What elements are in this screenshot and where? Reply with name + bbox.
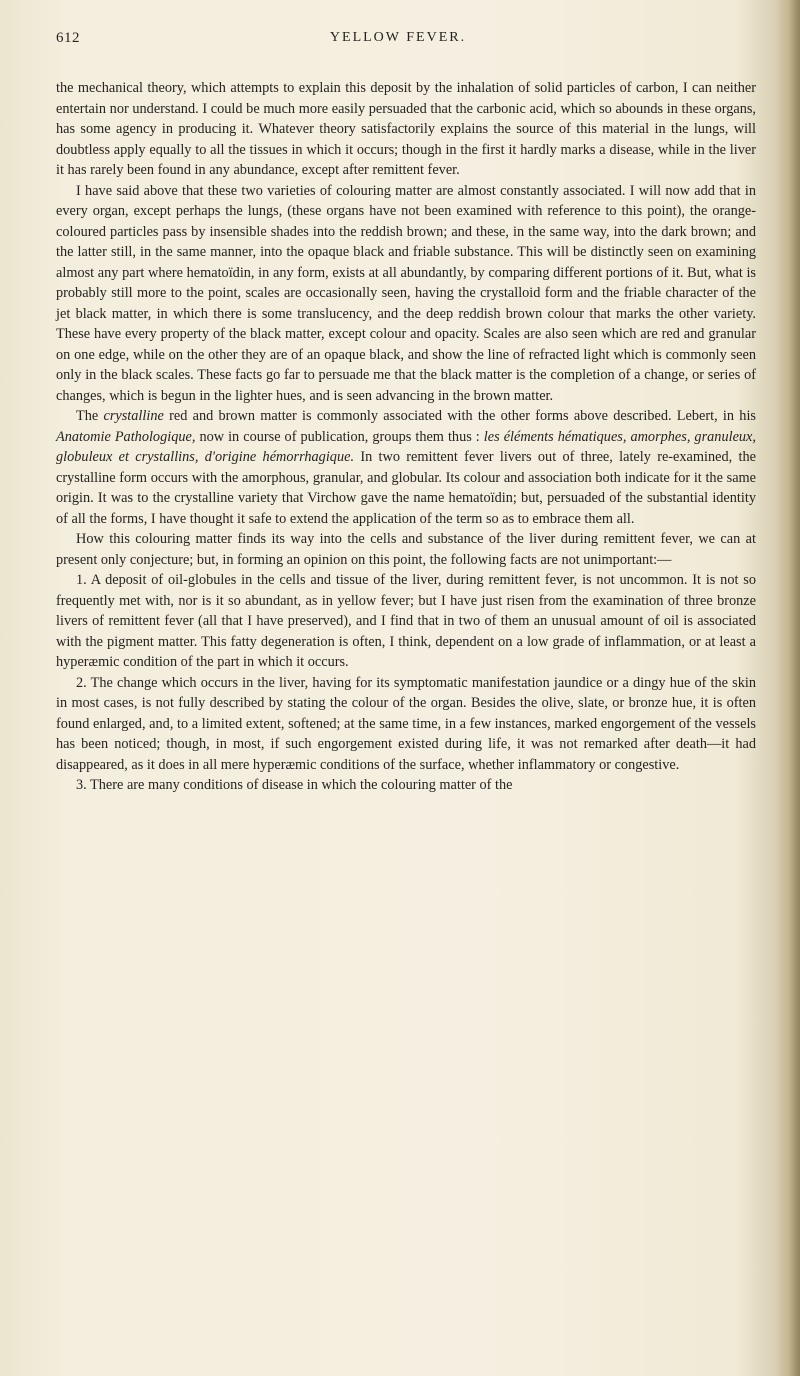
body-text <box>56 78 756 796</box>
page-edge-shadow <box>778 0 800 1376</box>
numbered-item-2: 2. The change which occurs in the liver, having for its symptomatic manifestation jaundice or a dingy hue of the skin in most cases, is not fully described by stating the colour of the organ. Besides the olive, slate, or bronze hue, it is often found enlarged, and, to a limited extent, softened; at the same time, in a few instances, marked engorgement of the vessels has been noticed; though, in most, if such engorgement existed during life, it was not remarked after death—it had disappeared, as it does in all mere hyperæmic conditions of the surface, whether inflammatory or congestive. <box>56 674 756 773</box>
page-header <box>56 22 740 52</box>
running-head: YELLOW FEVER. <box>329 30 467 45</box>
term-crystalline: crystalline <box>103 408 164 424</box>
paragraph-mechanical-theory: the mechanical theory, which attempts to explain this deposit by the inhalation of solid particles of carbon, I can neither entertain nor understand. I could be much more easily persuaded that the carbonic acid, which so abounds in these organs, has some agency in producing it. Whatever theory satisfactorily explains the source of this material in the lungs, will doubtless apply equally to all the tissues in which it occurs; though in the first it hardly marks a disease, while in the liver it has rarely been found in any abundance, except after remittent fever. <box>56 80 756 178</box>
numbered-item-1: 1. A deposit of oil-globules in the cells and tissue of the liver, during remittent fever, is not uncommon. It is not so frequently met with, nor is it so abundant, as in yellow fever; but I have just risen from the examination of three bronze livers of remittent fever (all that I have preserved), and I find that in two of them an unusual amount of oil is associated with the pigment matter. This fatty degeneration is often, I think, dependent on a low grade of inflammation, or at least a hyperæmic condition of the part in which it occurs. <box>56 572 756 670</box>
paragraph-crystalline: The crystalline red and brown matter is commonly associated with the other forms above described. Lebert, in his Anatomie Pathologique, now in course of publication, groups them thus : les éléments hématiques, amorphes, granuleux, globuleux et crystallins, d'origine hémorrhagique. In two remittent fever livers out of three, lately re-examined, the crystalline form occurs with the amorphous, granular, and globular. Its colour and association both indicate for it the same origin. It was to the crystalline variety that Virchow gave the name hematoïdin; but, persuaded of the substantial identity of all the forms, I have thought it safe to extend the application of the term so as to embrace them all. <box>56 408 756 527</box>
book-title: Anatomie Pathologique, <box>56 428 196 445</box>
french-terms: les éléments hématiques, amorphes, granuleux, globuleux et crystallins, d'origine hémorrhagique. <box>56 428 756 465</box>
numbered-item-3: 3. There are many conditions of disease in which the colouring matter of the <box>76 777 513 793</box>
paragraph-colouring-matter: I have said above that these two varieties of colouring matter are almost constantly associated. I will now add that in every organ, except perhaps the lungs, (these organs have not been examined with reference to this point), the orange-coloured particles pass by insensible shades into the reddish brown; and these, in the same way, into the dark brown; and the latter still, in the same manner, into the opaque black and friable substance. This will be distinctly seen on examining almost any part where hematoïdin, in any form, exists at all abundantly, by comparing different portions of it. But, what is probably still more to the point, scales are occasionally seen, having the crystalloid form and the friable character of the jet black matter, in which there is some translucency, and the deep reddish brown colour that marks the other variety. These have every property of the black matter, except colour and opacity. Scales are also seen which are red and granular on one edge, while on the other they are of an opaque black, and show the line of refracted light which is commonly seen only in the black scales. These facts go far to persuade me that the black matter is the completion of a change, or series of changes, which is begun in the lighter hues, and is seen advancing in the brown matter. <box>56 182 756 404</box>
page-number: 612 <box>56 30 80 46</box>
paragraph-intro-facts: How this colouring matter finds its way into the cells and substance of the liver during remittent fever, we can at present only conjecture; but, in forming an opinion on this point, the following facts are not unimportant:— <box>56 531 756 568</box>
